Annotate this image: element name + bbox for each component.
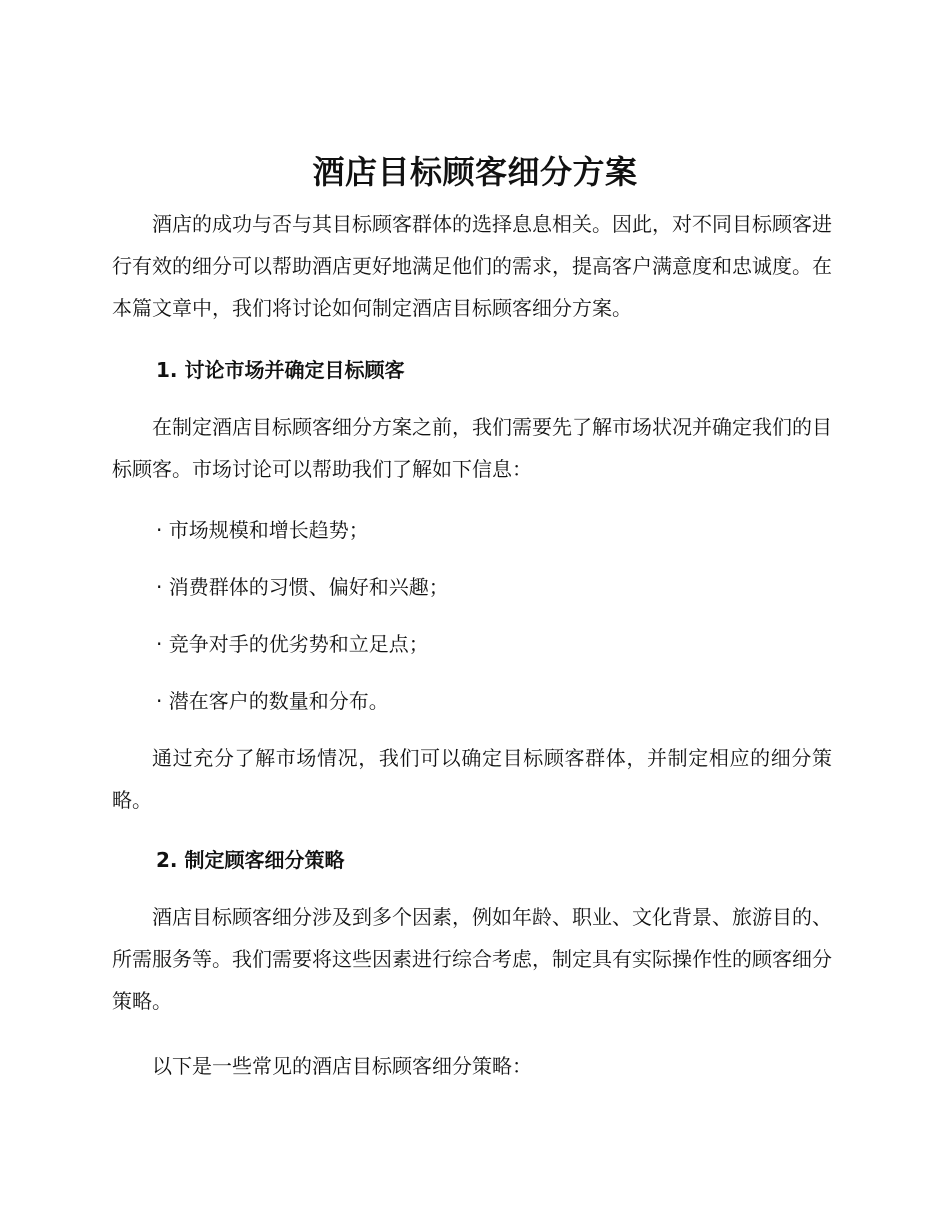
section-1-paragraph-2: 通过充分了解市场情况，我们可以确定目标顾客群体，并制定相应的细分策略。 bbox=[112, 746, 832, 812]
bullet-item: · 市场规模和增长趋势； bbox=[156, 518, 369, 542]
document-title: 酒店目标顾客细分方案 bbox=[312, 153, 638, 191]
bullet-item: · 消费群体的习惯、偏好和兴趣； bbox=[156, 575, 449, 599]
section-2-paragraph-1: 酒店目标顾客细分涉及到多个因素，例如年龄、职业、文化背景、旅游目的、所需服务等。我们需要将这些因素进行综合考虑，制定具有实际操作性的顾客细分策略。 bbox=[112, 905, 832, 1013]
section-1-heading: 1. 讨论市场并确定目标顾客 bbox=[156, 358, 405, 382]
section-2-paragraph-2: 以下是一些常见的酒店目标顾客细分策略： bbox=[152, 1054, 532, 1078]
bullet-item: · 竞争对手的优劣势和立足点； bbox=[156, 632, 429, 656]
intro-paragraph: 酒店的成功与否与其目标顾客群体的选择息息相关。因此，对不同目标顾客进行有效的细分可以帮助酒店更好地满足他们的需求，提高客户满意度和忠诚度。在本篇文章中，我们将讨论如何制定酒店目标顾客细分方案。 bbox=[112, 212, 832, 320]
section-2-heading: 2. 制定顾客细分策略 bbox=[156, 848, 345, 872]
bullet-item: · 潜在客户的数量和分布。 bbox=[156, 689, 389, 713]
section-1-paragraph-1: 在制定酒店目标顾客细分方案之前，我们需要先了解市场状况并确定我们的目标顾客。市场讨论可以帮助我们了解如下信息： bbox=[112, 415, 832, 481]
